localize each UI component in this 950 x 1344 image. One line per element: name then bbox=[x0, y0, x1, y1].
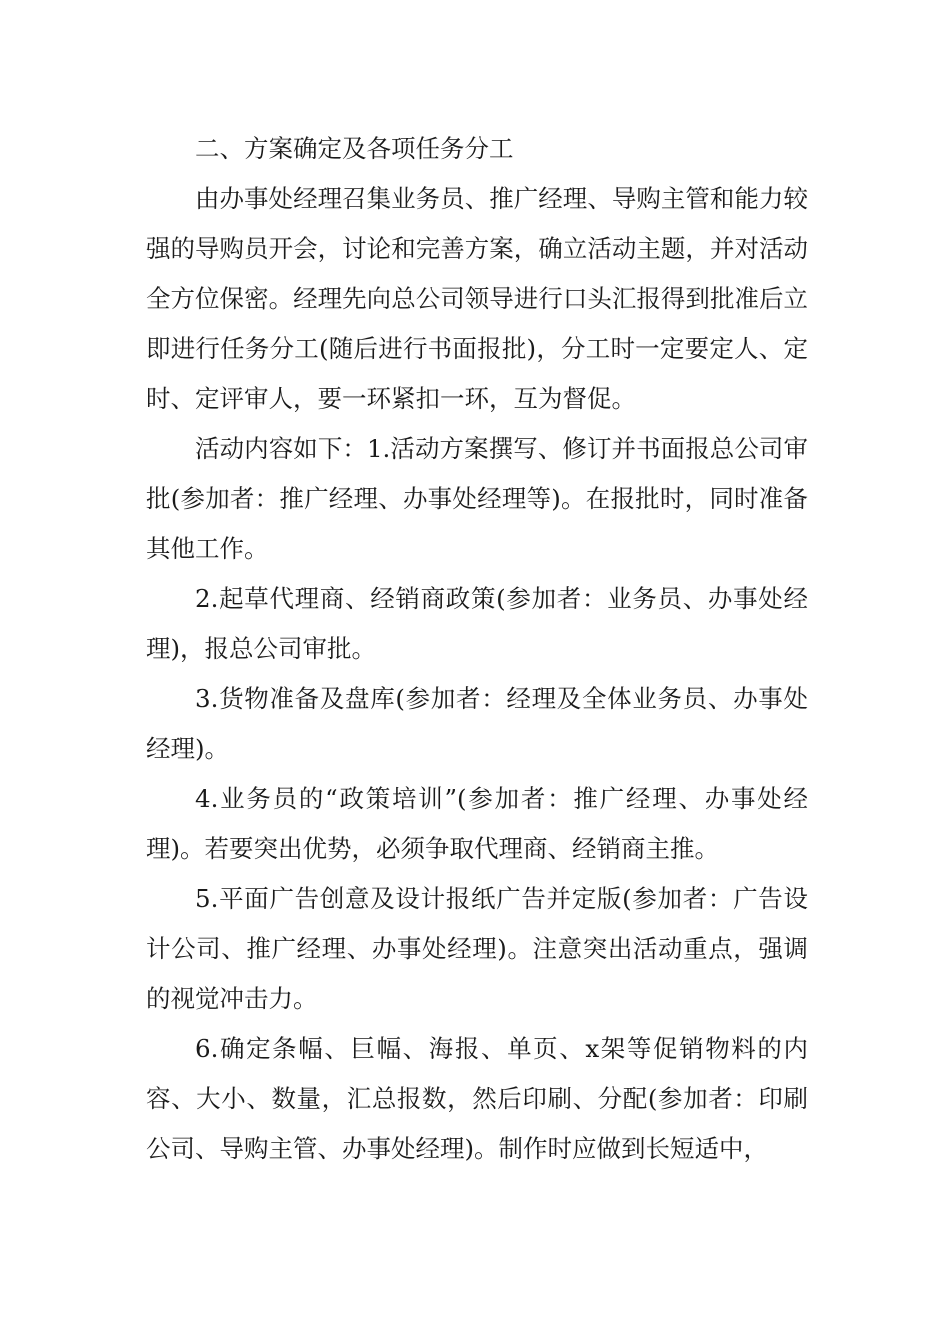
paragraph-activity-4: 4.业务员的“政策培训”(参加者：推广经理、办事处经理)。若要突出优势，必须争取代理商、经销商主推。 bbox=[146, 784, 808, 863]
paragraph-activity-2: 2.起草代理商、经销商政策(参加者：业务员、办事处经理)，报总公司审批。 bbox=[146, 584, 808, 663]
document-body bbox=[146, 124, 808, 1174]
paragraph-activity-5: 5.平面广告创意及设计报纸广告并定版(参加者：广告设计公司、推广经理、办事处经理)。注意突出活动重点，强调的视觉冲击力。 bbox=[146, 884, 808, 1013]
paragraph-intro: 由办事处经理召集业务员、推广经理、导购主管和能力较强的导购员开会，讨论和完善方案，确立活动主题，并对活动全方位保密。经理先向总公司领导进行口头汇报得到批准后立即进行任务分工(随后进行书面报批)，分工时一定要定人、定时、定评审人，要一环紧扣一环，互为督促。 bbox=[146, 184, 808, 413]
paragraph-activity-3: 3.货物准备及盘库(参加者：经理及全体业务员、办事处经理)。 bbox=[146, 684, 808, 763]
paragraph-activity-6: 6.确定条幅、巨幅、海报、单页、x架等促销物料的内容、大小、数量，汇总报数，然后印刷、分配(参加者：印刷公司、导购主管、办事处经理)。制作时应做到长短适中， bbox=[146, 1034, 808, 1163]
paragraph-activity-1: 活动内容如下：1.活动方案撰写、修订并书面报总公司审批(参加者：推广经理、办事处经理等)。在报批时，同时准备其他工作。 bbox=[146, 434, 808, 563]
section-heading: 二、方案确定及各项任务分工 bbox=[195, 134, 514, 163]
